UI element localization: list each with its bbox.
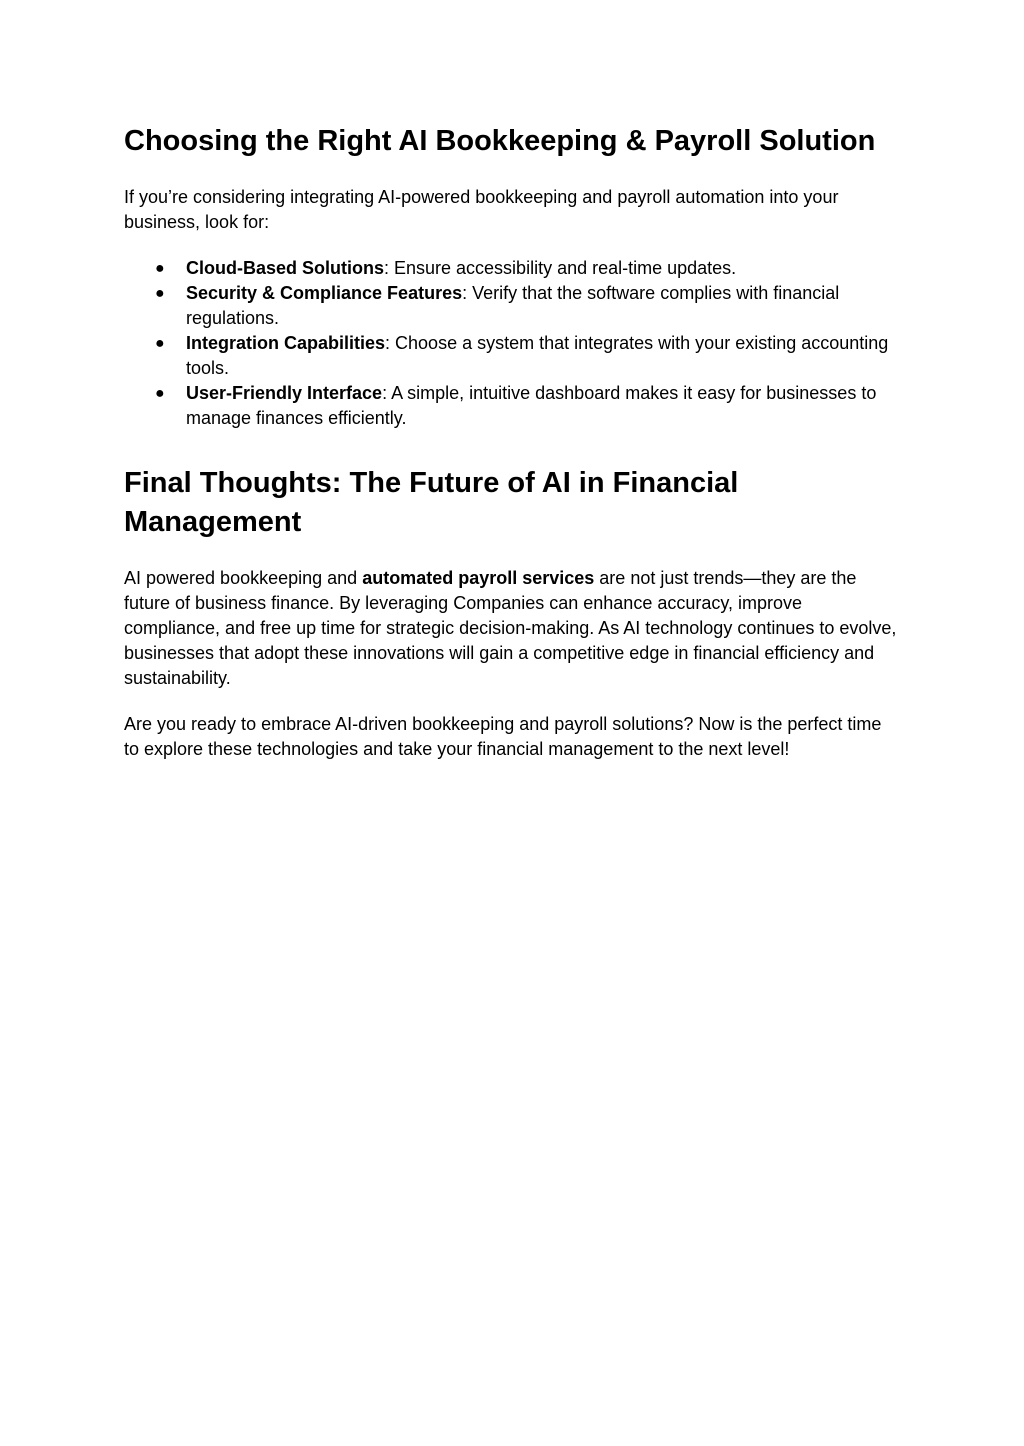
list-item-desc: : Choose a system that integrates with your existing accounting tools. — [186, 333, 889, 378]
final-paragraph-1-start: AI powered bookkeeping and — [124, 568, 363, 588]
section-heading-choosing: Choosing the Right AI Bookkeeping & Payroll Solution — [124, 125, 876, 157]
list-item-desc: : Ensure accessibility and real-time updates. — [384, 258, 737, 278]
list-item-term: User-Friendly Interface — [186, 383, 383, 403]
document-page — [124, 122, 900, 783]
list-item-desc: : Verify that the software complies with financial regulations. — [186, 283, 840, 328]
list-item — [155, 381, 900, 431]
final-paragraph-1 — [124, 566, 900, 691]
bullet-icon: ● — [155, 285, 165, 302]
list-item — [155, 331, 900, 381]
final-paragraph-1-end: are not just trends—they are the future of business finance. By leveraging Companies can enhance accuracy, improve compliance, and free up time for strategic decision-making. As AI technology continues to evolve, businesses that adopt these innovations will gain a competitive edge in financial efficiency and sustainability. — [124, 568, 897, 688]
list-item — [155, 256, 900, 281]
list-item-term: Integration Capabilities — [186, 333, 386, 353]
list-item — [155, 281, 900, 331]
bullet-icon: ● — [155, 335, 165, 352]
list-item-term: Cloud-Based Solutions — [186, 258, 384, 278]
bullet-icon: ● — [155, 260, 165, 277]
list-item-desc: : A simple, intuitive dashboard makes it easy for businesses to manage finances efficiently. — [186, 383, 877, 428]
intro-paragraph: If you’re considering integrating AI-powered bookkeeping and payroll automation into your business, look for: — [124, 187, 839, 232]
feature-list — [124, 256, 900, 431]
final-paragraph-1-bold: automated payroll services — [362, 568, 595, 588]
section-heading-final-thoughts: Final Thoughts: The Future of AI in Financial Management — [124, 467, 739, 538]
list-item-term: Security & Compliance Features — [186, 283, 463, 303]
bullet-icon: ● — [155, 385, 165, 402]
final-paragraph-2: Are you ready to embrace AI-driven bookkeeping and payroll solutions? Now is the perfect time to explore these technologies and take your financial management to the next level! — [124, 714, 882, 759]
